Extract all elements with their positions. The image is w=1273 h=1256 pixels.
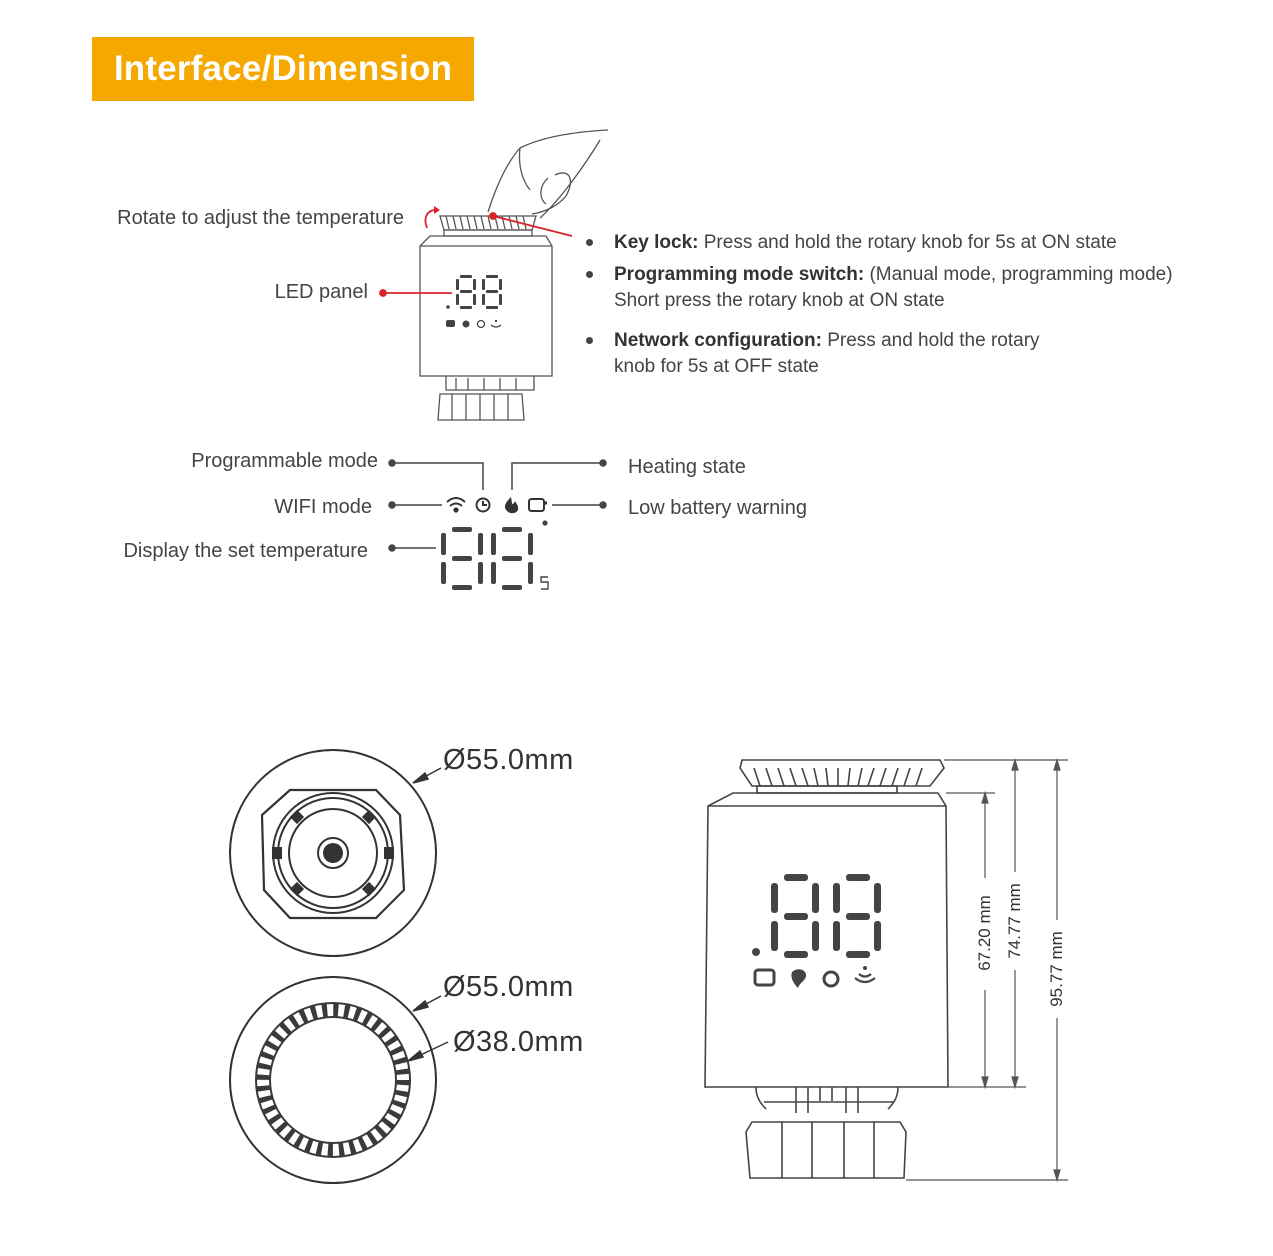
instruction-title: Network configuration: — [614, 330, 822, 351]
side-led-display — [752, 874, 881, 988]
heating-icon — [791, 969, 806, 988]
led-panel-label: LED panel — [274, 281, 368, 303]
instruction-text: Press and hold the rotary knob for 5s at ON state — [698, 232, 1117, 253]
clock-icon — [824, 972, 838, 986]
legend-programmable-mode: Programmable mode — [191, 450, 378, 472]
dim-body-with-knob: 74.77 mm — [1005, 883, 1024, 959]
battery-icon — [755, 970, 774, 985]
legend-heating-state: Heating state — [628, 456, 746, 478]
section-banner: Interface/Dimension — [92, 37, 474, 101]
instruction-text: Press and hold the rotary — [821, 330, 1040, 351]
legend-wifi-mode: WIFI mode — [274, 496, 372, 518]
legend-low-battery: Low battery warning — [628, 497, 807, 519]
bottom-view-inner-diameter: Ø38.0mm — [453, 1026, 584, 1058]
instruction-text-line2: knob for 5s at OFF state — [614, 356, 819, 377]
dim-total-height: 95.77 mm — [1047, 931, 1066, 1007]
signal-icon — [855, 974, 875, 982]
dim-body-height: 67.20 mm — [975, 895, 994, 971]
bottom-view-outer-diameter: Ø55.0mm — [443, 971, 574, 1003]
top-view-diameter: Ø55.0mm — [443, 744, 574, 776]
rotate-label: Rotate to adjust the temperature — [117, 207, 404, 229]
side-coupling-nut — [746, 1122, 906, 1178]
instruction-title: Key lock: — [614, 232, 699, 253]
instruction-text: (Manual mode, programming mode) — [864, 264, 1173, 285]
gear-ring — [263, 1010, 403, 1150]
instruction-title: Programming mode switch: — [614, 264, 865, 285]
instruction-text-line2: Short press the rotary knob at ON state — [614, 290, 945, 311]
legend-set-temperature: Display the set temperature — [123, 540, 368, 562]
side-body — [705, 793, 948, 1087]
